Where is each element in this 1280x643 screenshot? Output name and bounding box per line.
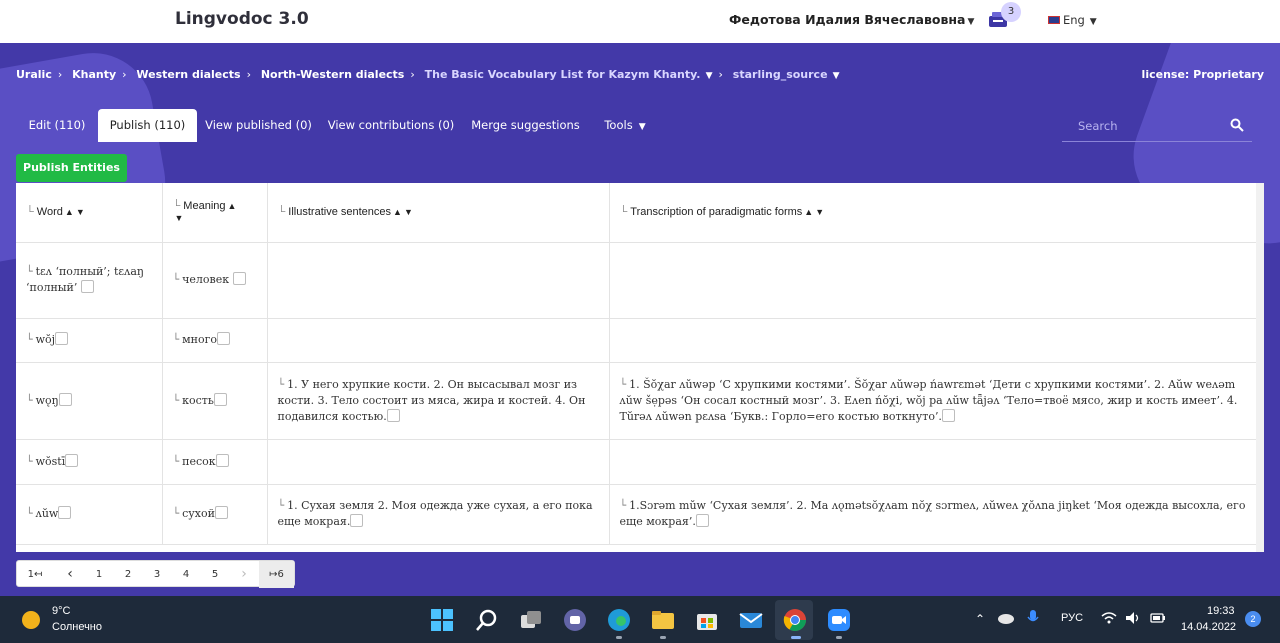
weather-condition[interactable]: Солнечно <box>52 621 102 633</box>
page-2-button[interactable]: 2 <box>124 569 132 580</box>
sort-desc-icon[interactable]: ▼ <box>403 207 413 218</box>
tab-merge-suggestions[interactable]: Merge suggestions <box>471 118 580 132</box>
meaning-value[interactable]: человек <box>182 273 230 286</box>
breadcrumb-khanty[interactable]: Khanty <box>72 68 117 81</box>
tree-branch-icon: └ <box>277 499 285 512</box>
publish-checkbox[interactable] <box>233 272 246 285</box>
search-icon[interactable] <box>1230 118 1244 132</box>
sort-asc-icon[interactable]: ▲ <box>393 207 402 218</box>
tree-branch-icon: └ <box>172 507 180 520</box>
word-cell <box>16 484 162 544</box>
mail-icon[interactable] <box>739 608 763 632</box>
tree-branch-icon: └ <box>172 200 181 213</box>
word-value[interactable]: wŏj <box>35 333 56 346</box>
tree-branch-icon: └ <box>26 393 33 407</box>
app-title[interactable]: Lingvodoc 3.0 <box>175 9 309 29</box>
word-cell <box>16 318 162 362</box>
uk-flag-icon <box>1048 16 1060 24</box>
table-row <box>16 362 1256 439</box>
breadcrumb-western-dialects[interactable]: Western dialects <box>136 68 241 81</box>
first-page-button[interactable]: 1↤ <box>27 569 43 580</box>
page-1-button[interactable]: 1 <box>95 569 103 580</box>
column-header-transcription[interactable] <box>609 183 1256 242</box>
tree-branch-icon: └ <box>277 206 286 219</box>
language-label[interactable]: Eng <box>1063 13 1085 27</box>
table-scrollbar[interactable] <box>1256 183 1264 552</box>
word-value[interactable]: ʌŭw <box>35 507 59 520</box>
meaning-cell <box>162 484 267 544</box>
sort-desc-icon[interactable]: ▼ <box>75 207 85 218</box>
sentences-cell <box>267 439 609 484</box>
sort-asc-icon[interactable]: ▲ <box>227 201 237 212</box>
os-taskbar <box>0 596 1280 643</box>
tab-publish[interactable]: Publish (110) <box>98 109 197 142</box>
meaning-value[interactable]: сухой <box>182 507 215 520</box>
language-selector[interactable] <box>1048 13 1097 27</box>
caret-down-icon[interactable]: ▼ <box>638 122 646 132</box>
input-language[interactable]: РУС <box>1061 612 1084 624</box>
word-value[interactable]: wŏstī <box>35 454 66 468</box>
column-label: Meaning <box>183 200 226 213</box>
windows-start-icon[interactable] <box>430 608 454 632</box>
tree-branch-icon: └ <box>172 333 180 346</box>
word-cell <box>16 439 162 484</box>
caret-down-icon[interactable]: ▼ <box>1086 17 1097 27</box>
tree-branch-icon: └ <box>619 499 627 512</box>
meaning-value[interactable]: много <box>182 333 218 346</box>
publish-checkbox[interactable] <box>387 409 400 422</box>
transcription-cell <box>609 362 1256 439</box>
table-row <box>16 242 1256 318</box>
notification-center-badge[interactable]: 2 <box>1245 611 1261 627</box>
running-indicator <box>616 636 622 639</box>
publish-checkbox[interactable] <box>696 514 709 527</box>
search-icon[interactable] <box>475 608 499 632</box>
tree-branch-icon: └ <box>26 333 33 346</box>
chrome-browser-icon[interactable] <box>783 608 807 632</box>
zoom-app-icon[interactable] <box>827 608 851 632</box>
sentences-value[interactable]: 1. У него хрупкие кости. 2. Он высасывал мозг из кости. 3. Тело состоит из мяса, жира и костей. 4. Он подавился костью. <box>277 377 586 423</box>
tree-branch-icon: └ <box>26 507 33 520</box>
publish-checkbox[interactable] <box>55 332 68 345</box>
word-cell <box>16 362 162 439</box>
transcription-value[interactable]: 1.Sɔrəm mŭw ‘Сухая земля’. 2. Ma ʌǫmətsŏχʌam nŏχ sɔrmeʌ, ʌŭweʌ χŏʌna jiŋket ‘Моя одежда высохла, его еще мокрая’. <box>619 499 1246 528</box>
tree-branch-icon: └ <box>619 206 628 219</box>
meaning-cell <box>162 439 267 484</box>
clock-time[interactable]: 19:33 <box>1207 605 1235 617</box>
wifi-icon[interactable] <box>1101 611 1117 625</box>
chevron-right-icon: › <box>718 68 723 81</box>
tab-tools-label[interactable]: Tools <box>604 118 633 132</box>
transcription-cell <box>609 439 1256 484</box>
clock-date[interactable]: 14.04.2022 <box>1181 621 1237 633</box>
tree-branch-icon: └ <box>277 377 285 391</box>
breadcrumb-dictionary[interactable]: The Basic Vocabulary List for Kazym Khanty. <box>424 68 701 81</box>
column-label: Transcription of paradigmatic forms <box>630 206 803 219</box>
sentences-cell <box>267 484 609 544</box>
chevron-right-icon: › <box>122 68 127 81</box>
tab-edit[interactable]: Edit (110) <box>28 118 86 132</box>
caret-down-icon[interactable]: ▼ <box>829 71 840 81</box>
sentences-cell <box>267 362 609 439</box>
table-header-row <box>16 183 1256 242</box>
chevron-right-icon: › <box>410 68 415 81</box>
transcription-value[interactable]: 1. Šŏχar ʌŭwəр ‘С хрупкими костями’. Šŏχar ʌŭwəр ńawrɛmət ‘Дети с хрупкими костями’. 2. Aŭw weʌəm ʌŭw šẹpəs ‘Он сосал костный мозг’. 3. Eʌen ńŏχi, wŏj pa ʌŭw tǟjəʌ ‘Тело=твоё мясо, жир и кость имеет’. 4. Tŭrəʌ ʌŭwən pεʌsa ‘Букв.: Горло=его костью воткнуто’. <box>619 377 1238 423</box>
chevron-right-icon: › <box>57 68 63 81</box>
caret-down-icon[interactable]: ▼ <box>702 71 713 81</box>
sentences-cell <box>267 318 609 362</box>
last-page-button[interactable]: ↦6 <box>259 561 294 588</box>
chevron-right-icon: › <box>246 68 251 81</box>
teams-chat-icon[interactable] <box>563 608 587 632</box>
breadcrumb-perspective[interactable]: starling_source <box>732 68 828 81</box>
table-row <box>16 318 1256 362</box>
publish-checkbox[interactable] <box>81 280 94 293</box>
onedrive-cloud-icon[interactable] <box>997 612 1015 624</box>
tree-branch-icon: └ <box>172 393 180 407</box>
publish-checkbox[interactable] <box>65 454 78 467</box>
tree-branch-icon: └ <box>26 265 33 278</box>
caret-down-icon[interactable]: ▼ <box>967 17 975 27</box>
meaning-value[interactable]: кость <box>182 393 214 407</box>
tree-branch-icon: └ <box>172 454 180 468</box>
publish-checkbox[interactable] <box>216 454 229 467</box>
sentences-cell <box>267 242 609 318</box>
user-name[interactable]: Федотова Идалия Вячеславовна <box>729 12 966 27</box>
pagination <box>16 560 295 587</box>
tab-view-published[interactable]: View published (0) <box>205 118 312 132</box>
publish-checkbox[interactable] <box>217 332 230 345</box>
user-menu[interactable] <box>729 12 974 27</box>
transcription-cell <box>609 242 1256 318</box>
word-cell <box>16 242 162 318</box>
page-4-button[interactable]: 4 <box>182 569 190 580</box>
top-bar <box>0 0 1280 43</box>
volume-icon[interactable] <box>1125 611 1141 625</box>
meaning-cell <box>162 242 267 318</box>
column-label: Word <box>36 206 63 219</box>
word-value[interactable]: wǫŋ <box>35 393 59 407</box>
publish-checkbox[interactable] <box>350 514 363 527</box>
edge-browser-icon[interactable] <box>607 608 631 632</box>
meaning-cell <box>162 362 267 439</box>
breadcrumb-north-western-dialects[interactable]: North-Western dialects <box>260 68 405 81</box>
sort-desc-icon[interactable]: ▼ <box>815 207 825 218</box>
column-header-illustrative-sentences[interactable] <box>267 183 609 242</box>
tab-view-contributions[interactable]: View contributions (0) <box>327 118 455 132</box>
column-label: Illustrative sentences <box>288 206 392 219</box>
search-placeholder[interactable]: Search <box>1078 119 1118 133</box>
publish-entities-button[interactable]: Publish Entities <box>16 154 127 182</box>
transcription-cell <box>609 318 1256 362</box>
page-3-button[interactable]: 3 <box>153 569 161 580</box>
running-indicator <box>836 636 842 639</box>
running-indicator <box>660 636 666 639</box>
publish-checkbox[interactable] <box>214 393 227 406</box>
meaning-cell <box>162 318 267 362</box>
prev-page-button[interactable]: ‹ <box>67 566 73 582</box>
microphone-icon[interactable] <box>1027 609 1039 627</box>
search-field[interactable] <box>1062 110 1252 142</box>
entries-table <box>16 183 1256 552</box>
publish-checkbox[interactable] <box>215 506 228 519</box>
breadcrumb <box>16 68 840 81</box>
meaning-value[interactable]: песок <box>182 454 216 468</box>
sort-asc-icon[interactable]: ▲ <box>64 207 74 218</box>
sort-asc-icon[interactable]: ▲ <box>804 207 814 218</box>
running-indicator <box>791 636 801 639</box>
table-row <box>16 439 1256 484</box>
table-row <box>16 484 1256 544</box>
tree-branch-icon: └ <box>619 377 627 391</box>
column-header-meaning[interactable] <box>162 183 267 242</box>
next-page-button[interactable]: › <box>241 566 247 582</box>
column-header-word[interactable] <box>16 183 162 242</box>
file-explorer-icon[interactable] <box>651 608 675 632</box>
weather-temperature[interactable]: 9°C <box>52 605 71 617</box>
publish-checkbox[interactable] <box>58 506 71 519</box>
tree-branch-icon: └ <box>26 454 33 468</box>
sentences-value[interactable]: 1. Сухая земля 2. Моя одежда уже сухая, а его пока еще мокрая. <box>277 499 593 528</box>
chevron-up-icon[interactable]: ⌃ <box>975 612 986 626</box>
microsoft-store-icon[interactable] <box>695 608 719 632</box>
tab-tools[interactable] <box>596 109 654 142</box>
transcription-cell <box>609 484 1256 544</box>
sun-icon[interactable] <box>22 611 40 629</box>
license-label: license: Proprietary <box>1141 68 1264 81</box>
page-5-button[interactable]: 5 <box>211 569 219 580</box>
breadcrumb-uralic[interactable]: Uralic <box>16 68 52 81</box>
word-value[interactable]: tɛʌ ‘полный’; tɛʌaŋ ‘полный’ <box>26 265 144 294</box>
battery-icon[interactable] <box>1150 611 1166 625</box>
tree-branch-icon: └ <box>26 206 34 219</box>
publish-checkbox[interactable] <box>59 393 72 406</box>
tree-branch-icon: └ <box>172 273 180 286</box>
sort-desc-icon[interactable]: ▼ <box>174 213 184 224</box>
publish-checkbox[interactable] <box>942 409 955 422</box>
notifications-badge[interactable]: 3 <box>1001 2 1021 22</box>
task-view-icon[interactable] <box>519 608 543 632</box>
